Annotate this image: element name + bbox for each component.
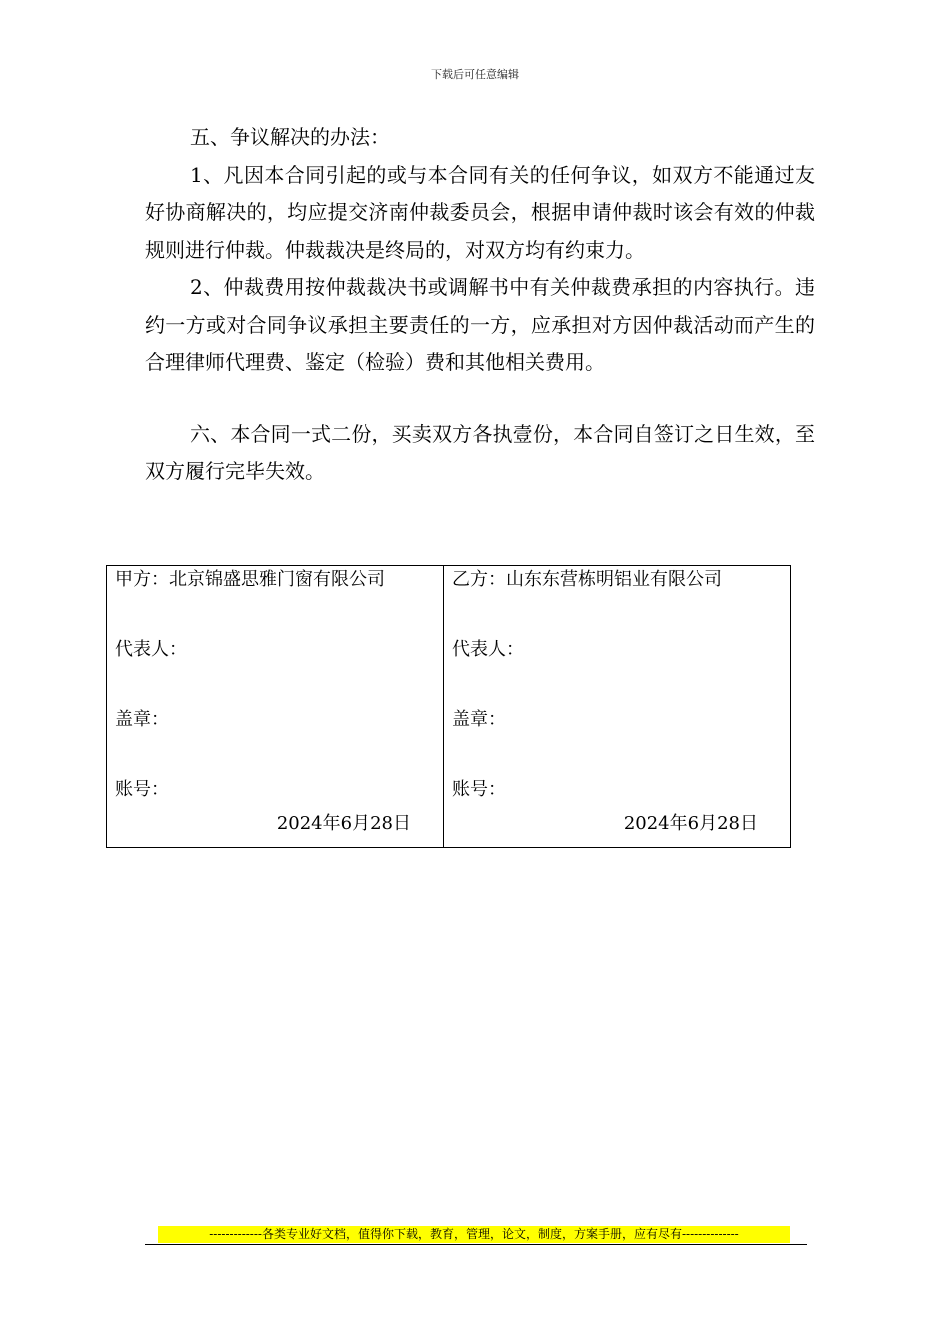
party-a-date: 2024年6月28日 xyxy=(276,813,411,834)
clause-5-2: 2、仲裁费用按仲裁裁决书或调解书中有关仲裁费承担的内容执行。违约一方或对合同争议承担主要责任的一方，应承担对方因仲裁活动而产生的合理律师代理费、鉴定（检验）费和其他相关费用。 xyxy=(145,275,815,374)
contract-body xyxy=(145,119,815,491)
party-b-name: 乙方：山东东营栋明铝业有限公司 xyxy=(452,569,722,590)
party-b-date: 2024年6月28日 xyxy=(623,813,758,834)
signature-table xyxy=(106,565,791,848)
party-b-account: 账号： xyxy=(452,779,506,800)
party-b-representative: 代表人： xyxy=(452,639,524,660)
footer-banner: -------------各类专业好文档，值得你下载，教育，管理，论文，制度，方案手册，应有尽有-------------- xyxy=(158,1226,790,1243)
party-a-cell xyxy=(107,566,444,848)
party-b-cell xyxy=(444,566,791,848)
party-a-representative: 代表人： xyxy=(115,639,187,660)
party-a-name: 甲方：北京锦盛思雅门窗有限公司 xyxy=(115,569,385,590)
clause-5-1: 1、凡因本合同引起的或与本合同有关的任何争议，如双方不能通过友好协商解决的，均应提交济南仲裁委员会，根据申请仲裁时该会有效的仲裁规则进行仲裁。仲裁裁决是终局的，对双方均有约束力。 xyxy=(145,162,815,262)
section-6-text: 六、本合同一式二份，买卖双方各执壹份，本合同自签订之日生效，至双方履行完毕失效。 xyxy=(145,421,815,483)
party-a-account: 账号： xyxy=(115,779,169,800)
party-b-seal: 盖章： xyxy=(452,709,506,730)
footer-divider xyxy=(145,1244,807,1245)
section-5-heading: 五、争议解决的办法： xyxy=(190,125,390,149)
page-header: 下载后可任意编辑 xyxy=(431,68,519,81)
party-a-seal: 盖章： xyxy=(115,709,169,730)
